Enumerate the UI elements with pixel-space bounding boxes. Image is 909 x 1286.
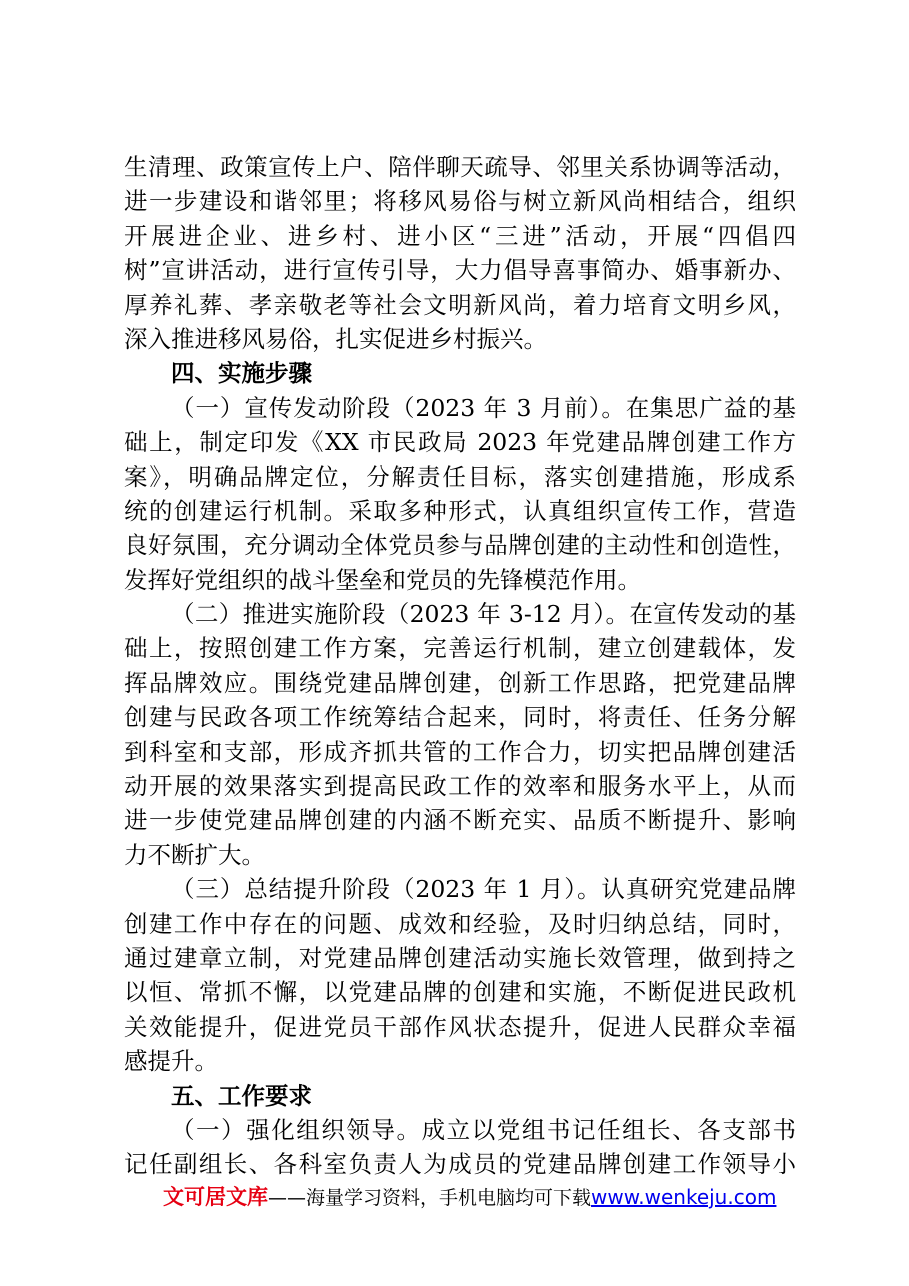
paragraph-line: 关效能提升，促进党员干部作风状态提升，促进人民群众幸福 [124,1012,796,1041]
footer-brand: 文可居文库 [163,1185,268,1209]
paragraph-line: 统的创建运行机制。采取多种形式，认真组织宣传工作，营造 [124,496,796,525]
paragraph-line: 感提升。 [124,1047,218,1076]
paragraph-line: （一）宣传发动阶段（2023 年 3 月前）。在集思广益的基 [171,393,796,422]
footer-slogan: ——海量学习资料，手机电脑均可下载 [268,1187,592,1209]
paragraph-line: 到科室和支部，形成齐抓共管的工作合力，切实把品牌创建活 [124,737,796,766]
paragraph-line: 进一步使党建品牌创建的内涵不断充实、品质不断提升、影响 [124,806,796,835]
paragraph-line: 础上，按照创建工作方案，完善运行机制，建立创建载体，发 [124,634,796,663]
paragraph-line: 厚养礼葬、孝亲敬老等社会文明新风尚，着力培育文明乡风， [124,290,796,319]
paragraph-line: 进一步建设和谐邻里；将移风易俗与树立新风尚相结合，组织 [124,187,796,216]
section-heading: 四、实施步骤 [171,359,312,388]
paragraph-line: 记任副组长、各科室负责人为成员的党建品牌创建工作领导小 [124,1150,796,1179]
paragraph-line: （二）推进实施阶段（2023 年 3-12 月）。在宣传发动的基 [171,600,796,629]
paragraph-line: 树”宣讲活动，进行宣传引导，大力倡导喜事简办、婚事新办、 [124,256,796,285]
paragraph-line: 创建与民政各项工作统筹结合起来，同时，将责任、任务分解 [124,703,796,732]
paragraph-line: 创建工作中存在的问题、成效和经验，及时归纳总结，同时， [124,909,796,938]
paragraph-line: 生清理、政策宣传上户、陪伴聊天疏导、邻里关系协调等活动， [124,153,796,181]
paragraph-line: 力不断扩大。 [124,840,265,869]
paragraph-line: 良好氛围，充分调动全体党员参与品牌创建的主动性和创造性， [124,531,796,560]
paragraph-line: 础上，制定印发《XX 市民政局 2023 年党建品牌创建工作方 [124,428,796,457]
section-heading: 五、工作要求 [171,1081,312,1110]
paragraph-line: 通过建章立制，对党建品牌创建活动实施长效管理，做到持之 [124,943,796,972]
paragraph-line: （一）强化组织领导。成立以党组书记任组长、各支部书 [171,1115,796,1144]
footer-website-link[interactable]: www.wenkeju.com [591,1185,777,1209]
paragraph-line: 深入推进移风易俗，扎实促进乡村振兴。 [124,324,547,353]
paragraph-line: 挥品牌效应。围绕党建品牌创建，创新工作思路，把党建品牌 [124,668,796,697]
paragraph-line: 发挥好党组织的战斗堡垒和党员的先锋模范作用。 [124,565,641,594]
paragraph-line: 案》，明确品牌定位，分解责任目标，落实创建措施，形成系 [124,462,796,491]
paragraph-line: 开展进企业、进乡村、进小区“三进”活动，开展“四倡四 [124,221,796,250]
paragraph-line: 动开展的效果落实到提高民政工作的效率和服务水平上，从而 [124,772,796,801]
footer-watermark [163,1182,776,1212]
paragraph-line: （三）总结提升阶段（2023 年 1 月）。认真研究党建品牌 [171,875,796,904]
document-body [124,150,796,1182]
paragraph-line: 以恒、常抓不懈，以党建品牌的创建和实施，不断促进民政机 [124,978,796,1007]
